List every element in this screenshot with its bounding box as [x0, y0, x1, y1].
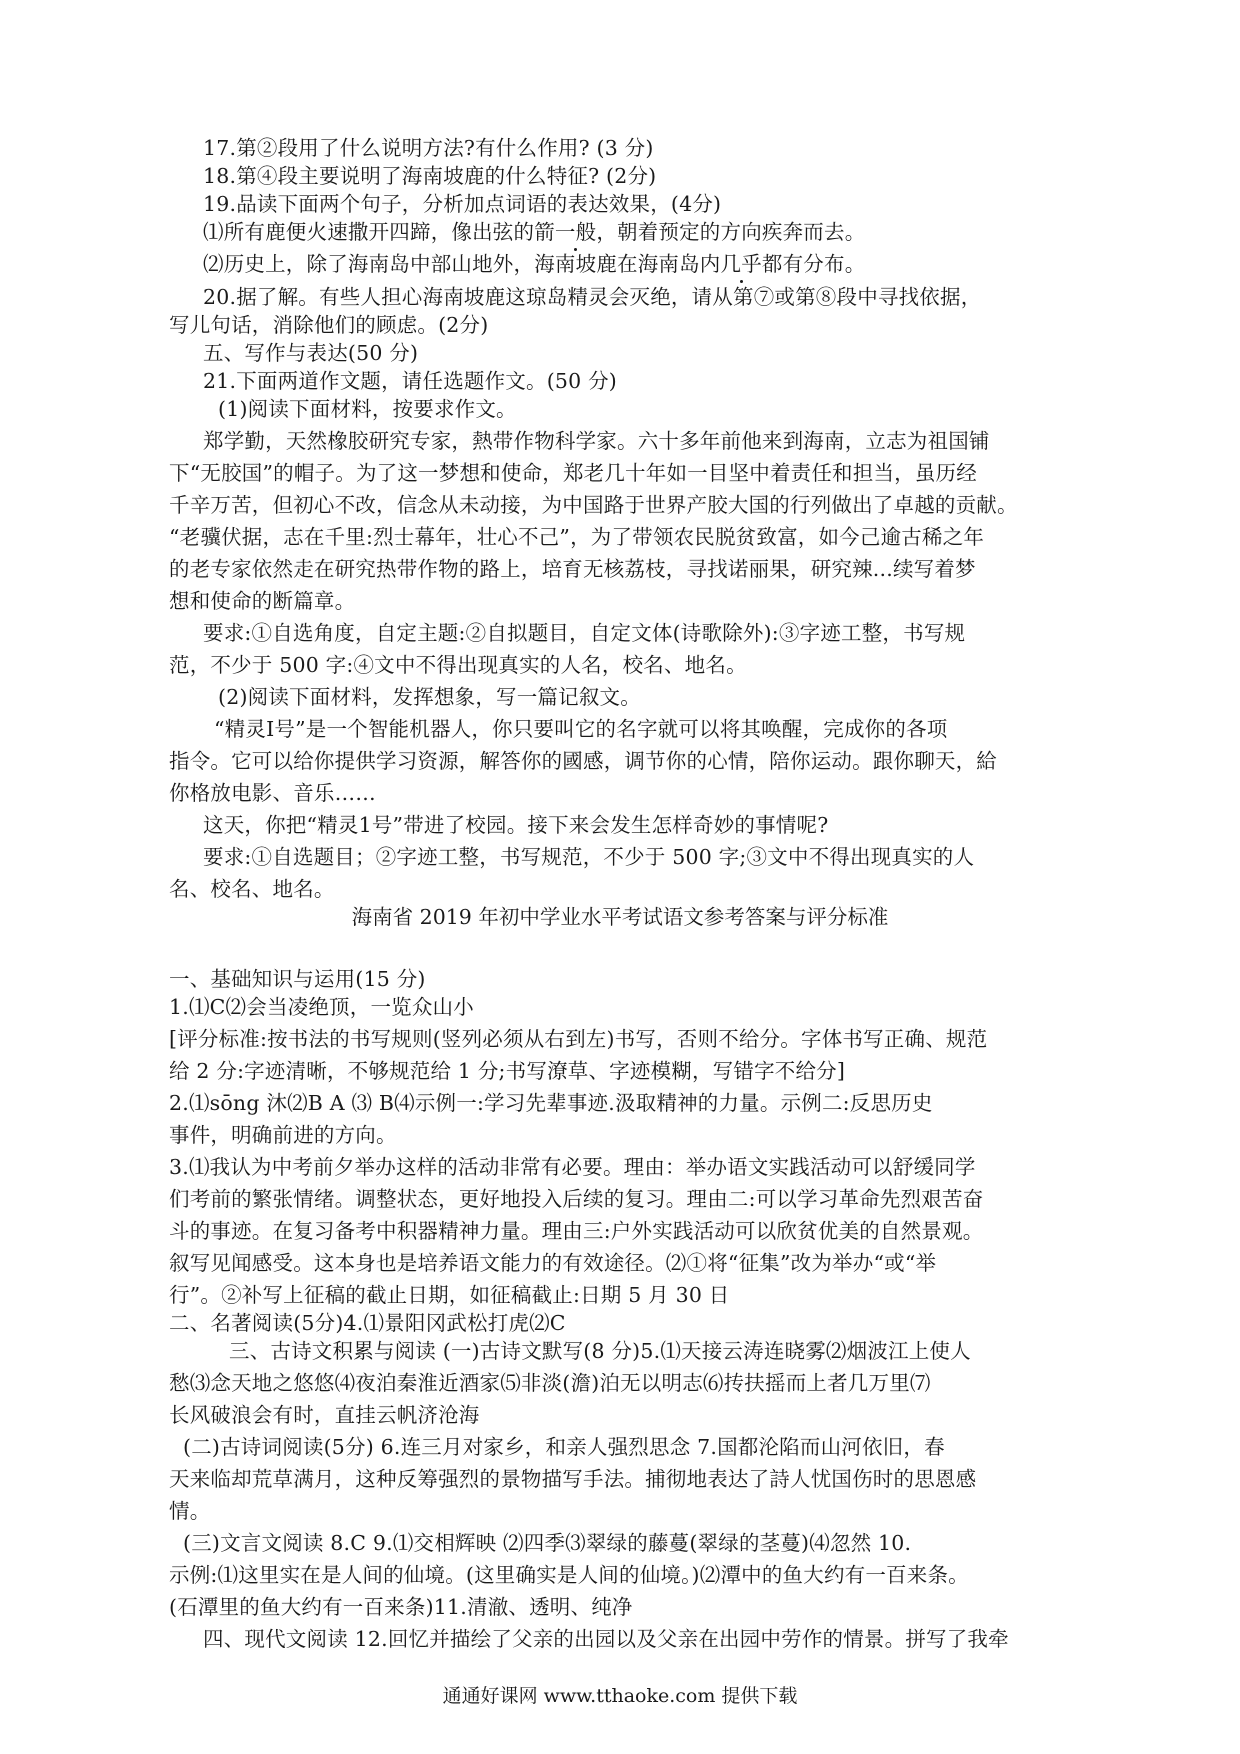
- answer-section-3-line-1: 三、古诗文积累与阅读 (一)古诗文默写(8 分)5.⑴天接云涛连晓雾⑵烟波江上使人: [229, 1339, 971, 1363]
- prompt-1-line-3: 千辛万苦，但初心不改，信念从未动接，为中国路于世界产胶大国的行列做出了卓越的贡献。: [169, 493, 1018, 517]
- prompt-1-requirement-2: 范，不少于 500 字:④文中不得出现真实的人名，校名、地名。: [169, 653, 747, 677]
- prompt-2-requirement-2: 名、校名、地名。: [169, 877, 335, 901]
- answer-section-3-line-2: 愁⑶念天地之悠悠⑷夜泊秦淮近酒家⑸非淡(澹)泊无以明志⑹抟扶摇而上者几万里⑺: [169, 1371, 931, 1395]
- answer-section-1: 一、基础知识与运用(15 分): [169, 967, 426, 991]
- section-5-heading: 五、写作与表达(50 分): [203, 341, 419, 365]
- answer-3-line-5: 行”。②补写上征稿的截止日期，如征稿截止:日期 5 月 30 日: [169, 1283, 730, 1307]
- answer-classical-line-1: (三)文言文阅读 8.C 9.⑴交相辉映 ⑵四季⑶翠绿的藤蔓(翠绿的茎蔓)⑷忽然 10.: [183, 1531, 912, 1555]
- answer-1-standard-line-2: 给 2 分:字迹清晰，不够规范给 1 分;书写潦草、字迹模糊，写错字不给分]: [169, 1059, 846, 1083]
- prompt-2-line-2: 指令。它可以给你提供学习资源，解答你的國感，调节你的心情，陪你运动。跟你聊天，給: [169, 749, 997, 773]
- dotted-word-1: 一般: [554, 220, 597, 244]
- prompt-1-line-1: 郑学勤，天然橡胶研究专家，熱带作物科学家。六十多年前他来到海南，立志为祖国铺: [203, 429, 990, 453]
- prompt-1-line-5: 的老专家依然走在研究热带作物的路上，培育无核荔枝，寻找诺丽果，研究辣...续写着梦: [169, 557, 976, 581]
- answer-classical-line-3: (石潭里的鱼大约有一百来条)11.清澈、透明、纯净: [169, 1595, 633, 1619]
- answer-2-line-1: 2.⑴sōng 沐⑵B A ⑶ B⑷示例一:学习先辈事迹.汲取精神的力量。示例二:反思历史: [169, 1091, 933, 1115]
- page-footer: 通通好课网 www.tthaoke.com 提供下载: [442, 1685, 798, 1707]
- answer-3-line-2: 们考前的繁张情绪。调整状态，更好地投入后续的复习。理由二:可以学习革命先烈艰苦奋: [169, 1187, 984, 1211]
- prompt-1-line-6: 想和使命的断篇章。: [169, 589, 356, 613]
- answer-3-line-4: 叙写见闻感受。这本身也是培养语文能力的有效途径。⑵①将“征集”改为举办“或“举: [169, 1251, 937, 1275]
- prompt-2-line-1: “精灵Ⅰ号”是一个智能机器人，你只要叫它的名字就可以将其唤醒，完成你的各项: [214, 717, 948, 741]
- prompt-2-line-3: 你格放电影、音乐……: [169, 781, 376, 805]
- question-19-sentence-1: ⑴所有鹿便火速撒开四蹄，像出弦的箭一般，朝着预定的方向疾奔而去。: [203, 220, 866, 244]
- answer-poetry-line-2: 天来临却荒草满月，这种反筹强烈的景物描写手法。捕彻地表达了詩人忧国伤时的思恩感: [169, 1467, 977, 1491]
- dotted-word-2: 几乎: [720, 252, 762, 276]
- answer-poetry-line-3: 情。: [169, 1499, 211, 1523]
- prompt-1-line-2: 下“无胶国”的帽子。为了这一梦想和使命，郑老几十年如一目坚中着责任和担当，虽历经: [169, 461, 977, 485]
- question-19: 19.品读下面两个句子，分析加点词语的表达效果，(4分): [203, 192, 722, 216]
- question-17: 17.第②段用了什么说明方法?有什么作用? (3 分): [203, 136, 654, 160]
- prompt-1-heading: (1)阅读下面材料，按要求作文。: [218, 397, 517, 421]
- prompt-1-requirement-1: 要求:①自选角度，自定主题:②自拟题目，自定文体(诗歌除外):③字迹工整，书写规: [203, 621, 966, 645]
- answer-section-4: 四、现代文阅读 12.回忆并描绘了父亲的出园以及父亲在出园中劳作的情景。拼写了我牵: [203, 1627, 1009, 1651]
- answer-3-line-3: 斗的事迹。在复习备考中积器精神力量。理由三:户外实践活动可以欣贫优美的自然景观。: [169, 1219, 984, 1243]
- answer-2-line-2: 事件，明确前进的方向。: [169, 1123, 397, 1147]
- answer-section-3-line-3: 长风破浪会有时，直挂云帆济沧海: [169, 1403, 480, 1427]
- answer-1-standard-line-1: [评分标准:按书法的书写规则(竖列必须从右到左)书写，否则不给分。字体书写正确、规范: [169, 1027, 988, 1051]
- question-18: 18.第④段主要说明了海南坡鹿的什么特征? (2分): [203, 164, 657, 188]
- answer-3-line-1: 3.⑴我认为中考前夕举办这样的活动非常有必要。理由：举办语文实践活动可以舒缓同学: [169, 1155, 976, 1179]
- prompt-2-requirement-1: 要求:①自选题目；②字迹工整，书写规范，不少于 500 字;③文中不得出现真实的人: [203, 845, 975, 869]
- prompt-2-line-4: 这天，你把“精灵1号”带进了校园。接下来会发生怎样奇妙的事情呢?: [203, 813, 829, 837]
- answer-classical-line-2: 示例:⑴这里实在是人间的仙境。(这里确实是人间的仙境。)⑵潭中的鱼大约有一百来条。: [169, 1563, 969, 1587]
- question-19-sentence-2: ⑵历史上，除了海南岛中部山地外，海南坡鹿在海南岛内几乎都有分布。: [203, 252, 866, 276]
- answer-key-title: 海南省 2019 年初中学业水平考试语文参考答案与评分标准: [351, 905, 889, 929]
- answer-section-2: 二、名著阅读(5分)4.⑴景阳冈武松打虎⑵C: [169, 1311, 566, 1335]
- question-20-line-1: 20.据了解。有些人担心海南坡鹿这琼岛精灵会灭绝，请从第⑦或第⑧段中寻找依据，: [203, 285, 982, 309]
- prompt-1-line-4: “老骥伏据，志在千里:烈士幕年，壮心不己”，为了带领农民脱贫致富，如今己逾古稀之年: [169, 525, 985, 549]
- answer-1: 1.⑴C⑵会当凌绝顶，一览众山小: [169, 995, 474, 1019]
- prompt-2-heading: (2)阅读下面材料，发挥想象，写一篇记叙文。: [218, 685, 641, 709]
- question-21: 21.下面两道作文题，请任选题作文。(50 分): [203, 369, 617, 393]
- question-20-line-2: 写儿句话，消除他们的顾虑。(2分): [169, 313, 489, 337]
- answer-poetry-line-1: (二)古诗词阅读(5分) 6.连三月对家乡，和亲人强烈思念 7.国都沦陷而山河依旧，春: [183, 1435, 945, 1459]
